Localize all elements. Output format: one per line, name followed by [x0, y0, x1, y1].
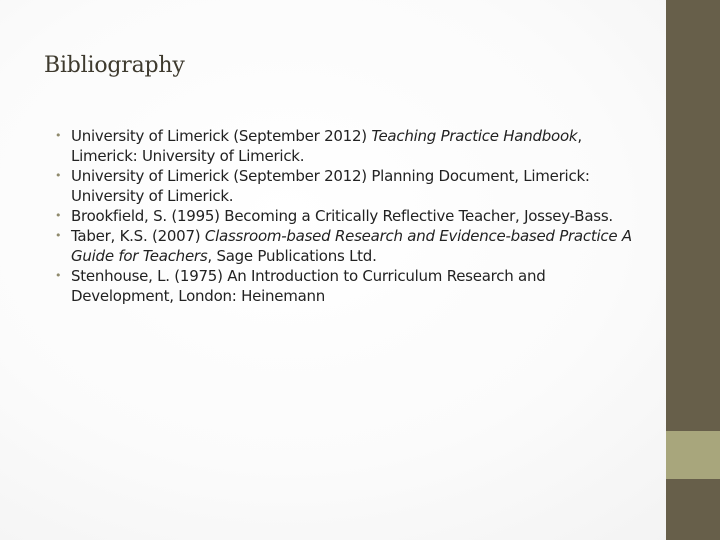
slide-title: Bibliography — [44, 53, 185, 78]
bullet-icon: • — [55, 169, 62, 182]
bibliography-item — [55, 226, 645, 266]
reference-text: University of Limerick (September 2012) — [71, 127, 372, 145]
reference-italic-title: Teaching Practice Handbook — [371, 127, 578, 145]
reference-text: Brookfield, S. (1995) Becoming a Critically Reflective Teacher, Jossey-Bass. — [71, 207, 613, 225]
bibliography-item — [55, 166, 645, 206]
sidebar-accent-band — [666, 431, 720, 479]
bullet-icon: • — [55, 229, 62, 242]
bullet-icon: • — [55, 129, 62, 142]
bibliography-item — [55, 126, 645, 166]
bibliography-list — [55, 126, 645, 306]
reference-text-end: , Sage Publications Ltd. — [207, 247, 377, 265]
bibliography-item — [55, 266, 645, 306]
bibliography-item — [55, 206, 645, 226]
reference-italic-title: Classroom-based Research and Evidence-based Practice A Guide for Teachers — [71, 227, 632, 265]
reference-text: Stenhouse, L. (1975) An Introduction to Curriculum Research and Development, London: Heinemann — [71, 267, 546, 305]
sidebar-band-bottom — [666, 479, 720, 540]
bullet-icon: • — [55, 209, 62, 222]
bullet-icon: • — [55, 269, 62, 282]
reference-text-end: , Limerick: University of Limerick. — [71, 127, 582, 165]
reference-text: University of Limerick (September 2012) Planning Document, Limerick: University of Limerick. — [71, 167, 590, 205]
reference-text: Taber, K.S. (2007) — [71, 227, 205, 245]
sidebar-band-top — [666, 0, 720, 431]
